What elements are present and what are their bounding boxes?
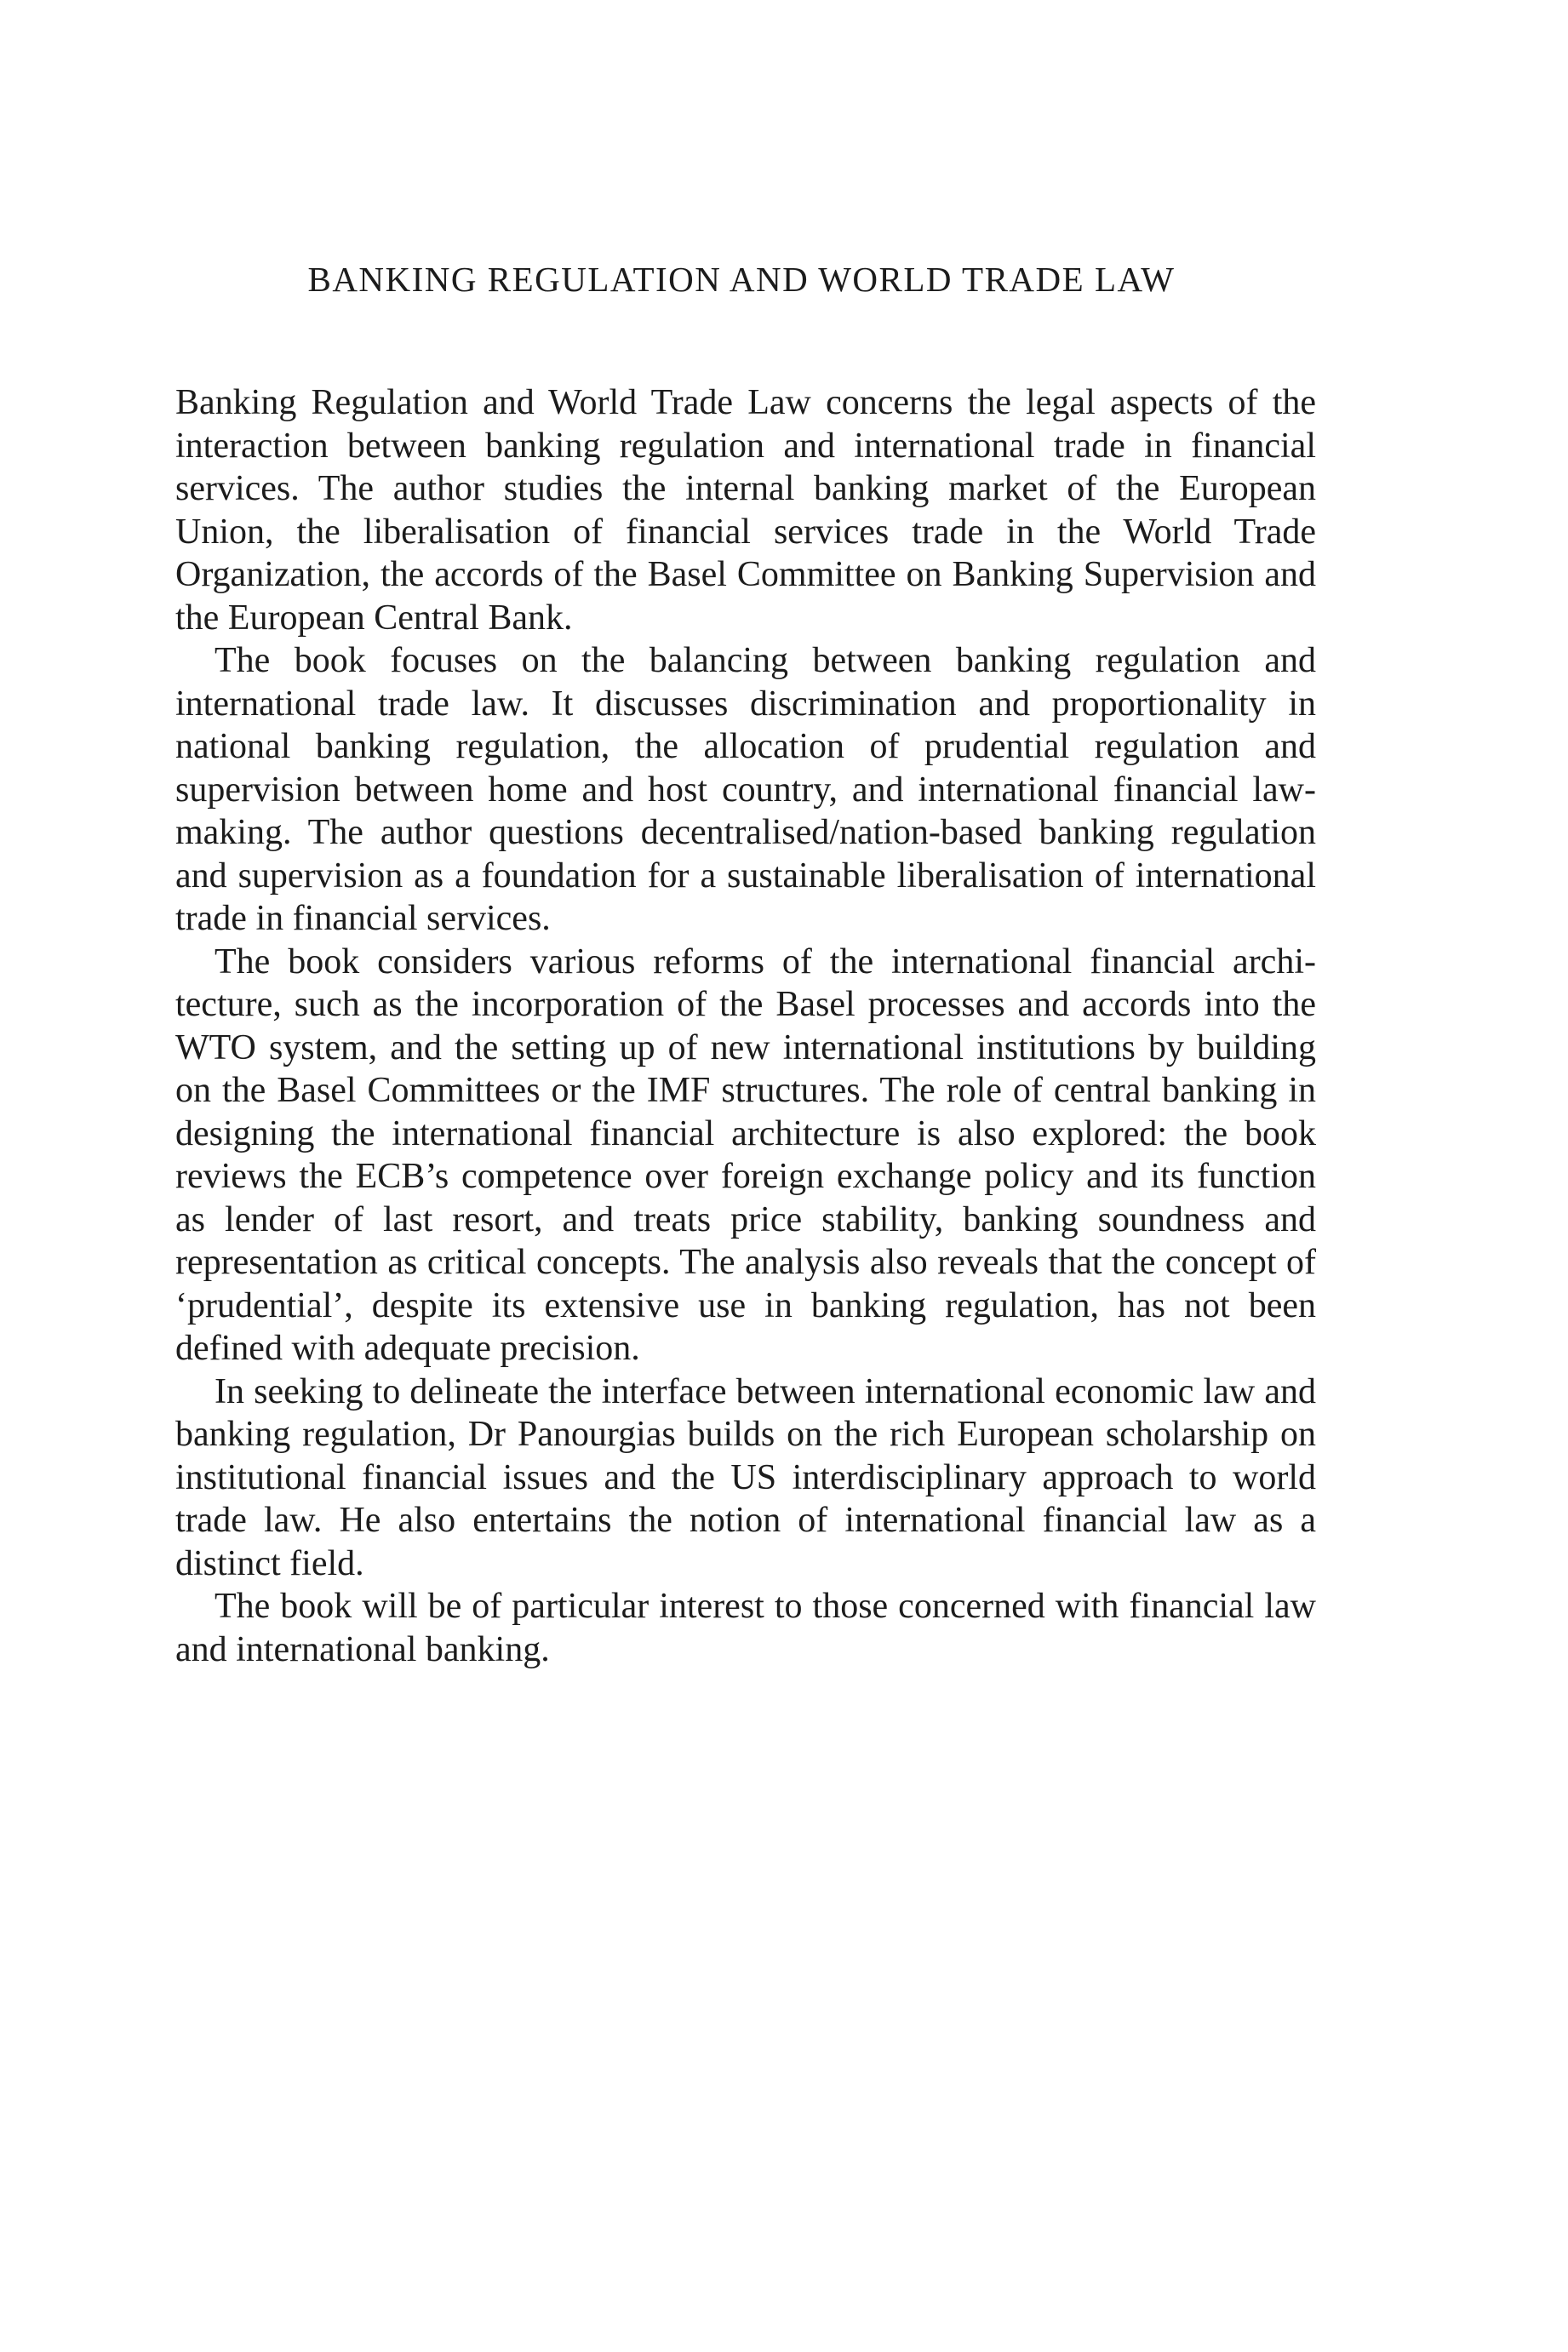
paragraph-reforms: The book considers various reforms of the international financial architecture, such as the incorporation of the Basel processes and accords into the WTO system, and the setting up of new international institutions by building on the Basel Committees or the IMF structures. The role of central banking in designing the international financial architecture is also explored: the book reviews the ECB’s competence over foreign exchange policy and its function as lender of last resort, and treats price stability, banking soundness and representation as critical concepts. The analysis also reveals that the concept of ‘prudential’, despite its extensive use in banking regulation, has not been defined with adequate precision. [175, 941, 1316, 1368]
paragraph-focus: The book focuses on the balancing between banking regulation and international trade law. It discusses discrimination and proportionality in national banking regulation, the allocation of prudential regulation and supervision between home and host country, and international financial law-making. The author questions decentralised/nation-based banking regulation and supervision as a foundation for a sustainable liberalisation of international trade in financial services. [175, 641, 1316, 938]
paragraph-interface: In seeking to delineate the interface between international economic law and banking regulation, Dr Panourgias builds on the rich European scholarship on institutional financial issues and the US interdisciplinary approach to world trade law. He also entertains the notion of international financial law as a distinct field. [175, 1371, 1316, 1583]
paragraph-overview: Banking Regulation and World Trade Law concerns the legal aspects of the interaction between banking regulation and international trade in financial services. The author studies the internal banking market of the European Union, the liberalisation of financial services trade in the World Trade Organization, the accords of the Basel Committee on Banking Supervision and the European Central Bank. [175, 383, 1316, 638]
paragraph-audience: The book will be of particular interest to those concerned with financial law and international banking. [175, 1587, 1316, 1669]
book-description [175, 381, 1316, 1671]
page-title: BANKING REGULATION AND WORLD TRADE LAW [307, 260, 1176, 299]
